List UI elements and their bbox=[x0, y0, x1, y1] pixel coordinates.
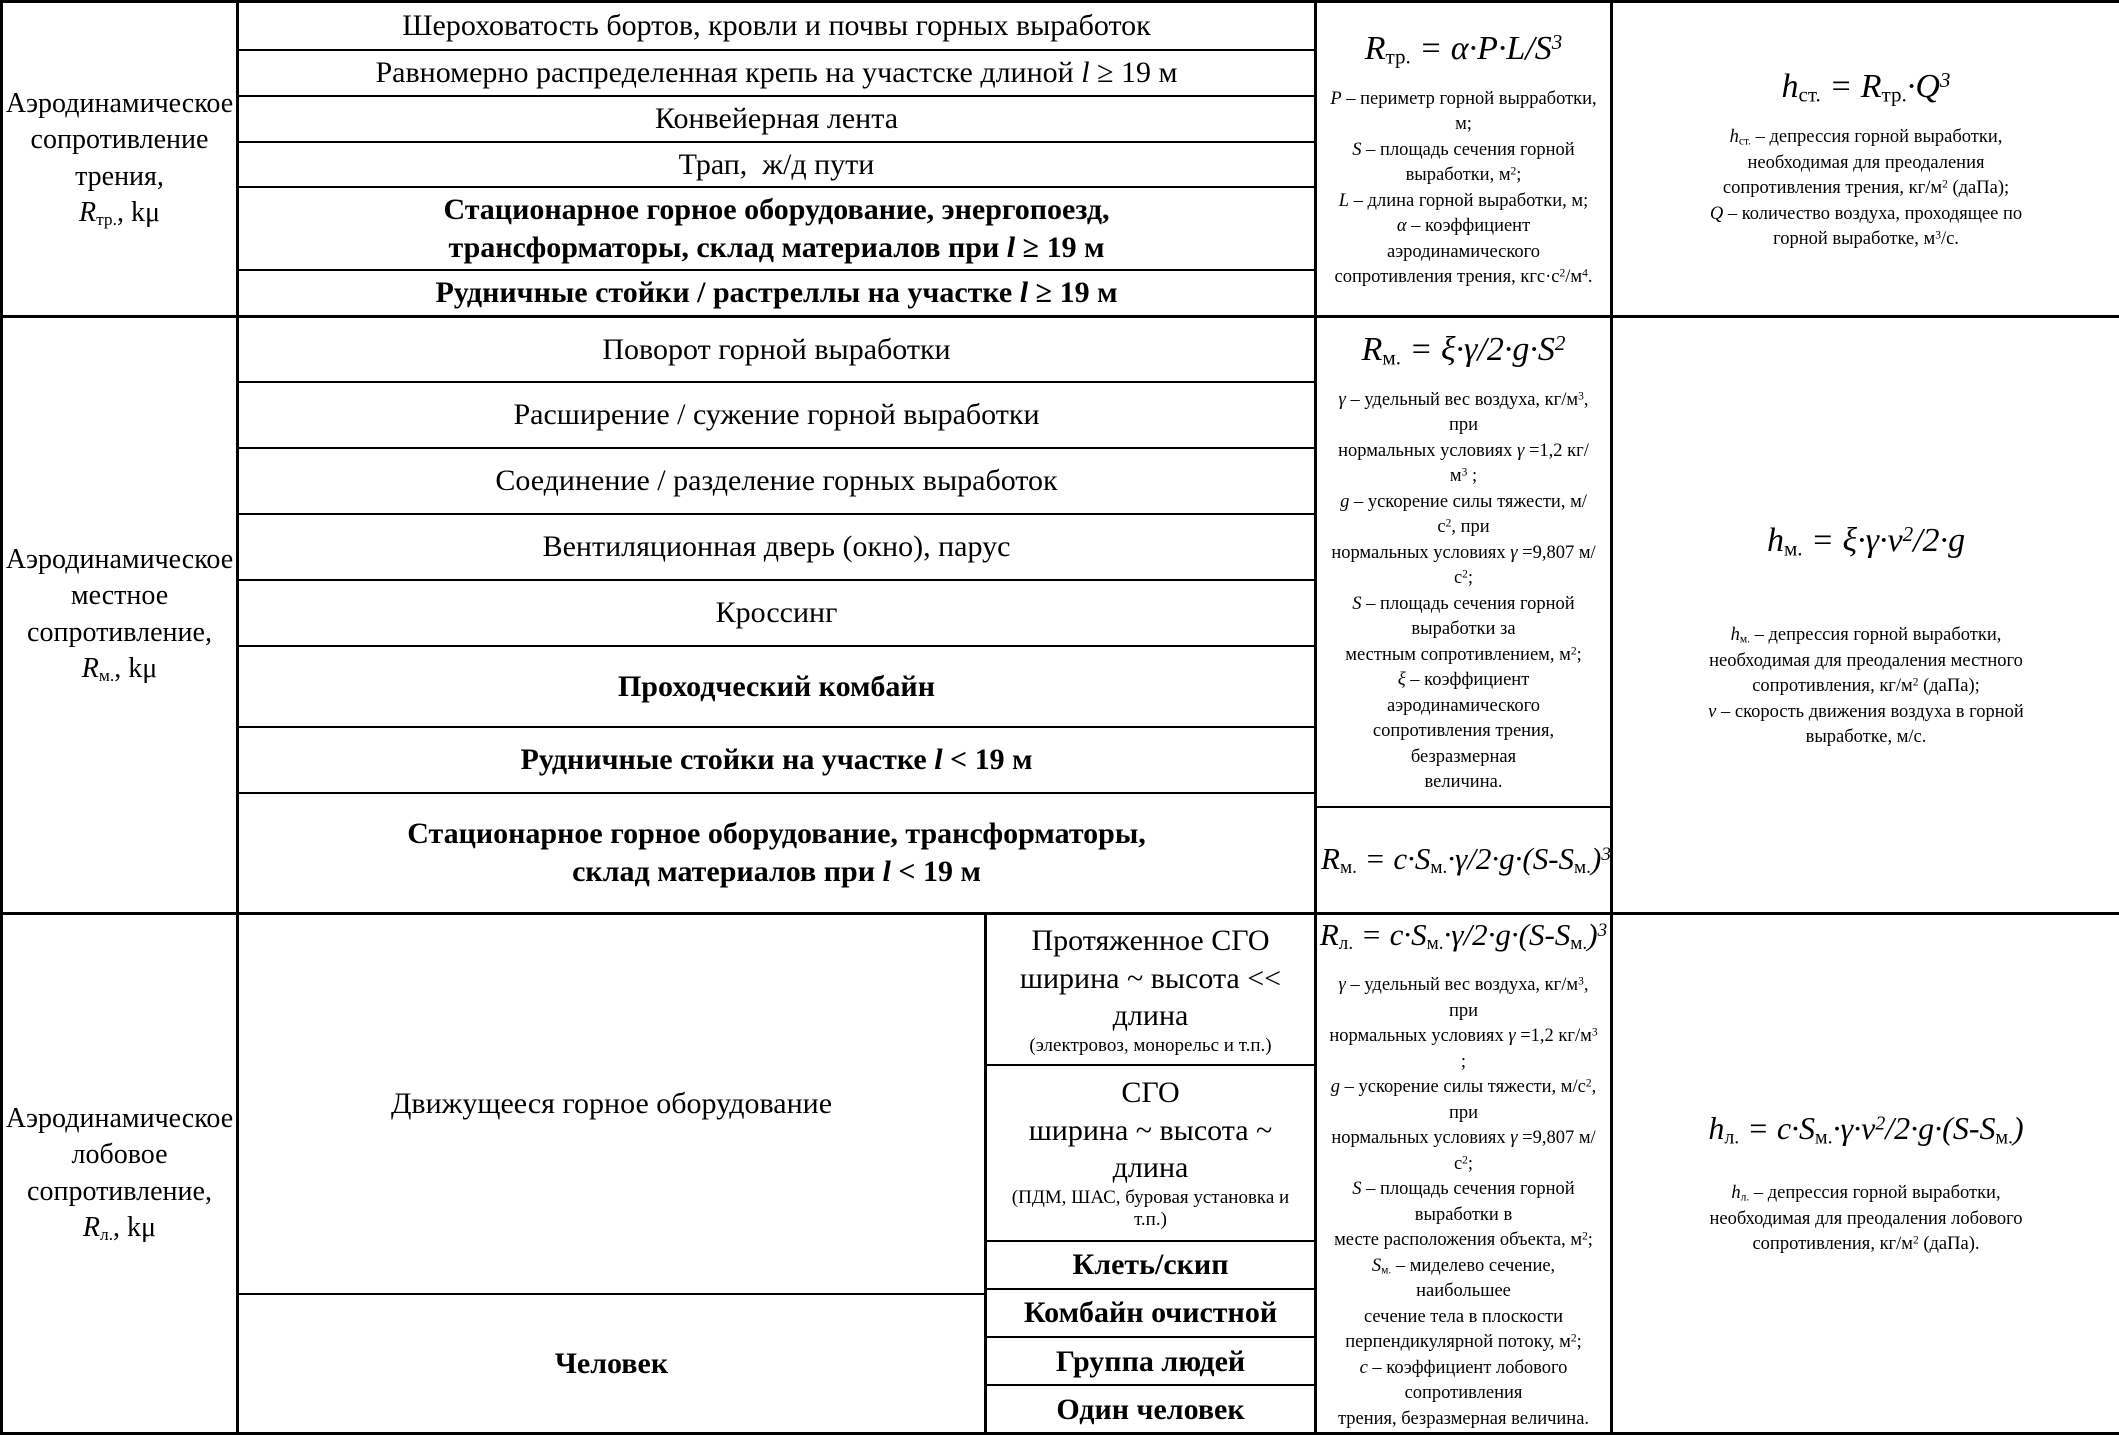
formula-frontal-h: $h_{л.} = c\cdot S_{м.}\cdot\gamma\cdot v^2/2\cdot g\cdot(S-S_{м.})$ bbox=[1613, 1108, 2119, 1151]
list-item-note: (ПДМ, ШАС, буровая установка и т.п.) bbox=[995, 1187, 1306, 1233]
list-item: Комбайн очистной bbox=[987, 1289, 1314, 1337]
list-item-note: (электровоз, монорельс и т.п.) bbox=[995, 1035, 1306, 1058]
category-frontal bbox=[2, 913, 238, 1433]
legend-frontal-h: $h_{л.}$ – депрессия горной выработки, необходимая для преодаления лобового сопротивления, $кг/м^2$ (даПа). bbox=[1613, 1181, 2119, 1258]
formula-local-h: $h_{м.} = \xi\cdot\gamma\cdot v^2/2\cdot g$ bbox=[1613, 519, 2119, 563]
group-label-human: Человек bbox=[239, 1294, 984, 1433]
list-item: Рудничные стойки на участке l < 19 м bbox=[239, 727, 1314, 793]
list-item: Протяженное СГО ширина ~ высота << длина (электровоз, монорельс и т.п.) bbox=[987, 915, 1314, 1065]
formula-friction-r: $R_{тр.} = \alpha\cdot P\cdot L/S^3$ bbox=[1317, 27, 1610, 71]
list-item: СГО ширина ~ высота ~ длина (ПДМ, ШАС, буровая установка и т.п.) bbox=[987, 1065, 1314, 1241]
legend-friction-h: $h_{ст.}$ – депрессия горной выработки, необходимая для преодаления сопротивления трения, $кг/м^2$ (даПа); Q – количество воздуха, проходящее по горной выработке, $м^3/с$. bbox=[1613, 125, 2119, 253]
list-item: Кроссинг bbox=[239, 580, 1314, 646]
list-item: Проходческий комбайн bbox=[239, 646, 1314, 727]
frontal-items bbox=[986, 913, 1316, 1433]
list-item: Трап, ж/д пути bbox=[239, 142, 1314, 188]
formula-cell-local-h bbox=[1612, 316, 2119, 913]
formula-frontal-r: $R_{л.} = c\cdot S_{м.}\cdot\gamma/2\cdot g\cdot(S-S_{м.})^3$ bbox=[1317, 915, 1610, 957]
list-item: Расширение / сужение горной выработки bbox=[239, 382, 1314, 448]
category-friction bbox=[2, 2, 238, 317]
category-local-label: Аэродинамическое местное сопротивление, $R_{м.}$, kμ bbox=[6, 544, 233, 684]
list-item: Соединение / разделение горных выработок bbox=[239, 448, 1314, 514]
list-item: Конвейерная лента bbox=[239, 96, 1314, 142]
frontal-groups bbox=[238, 913, 986, 1433]
formula-local-r: $R_{м.} = \xi\cdot\gamma/2\cdot g\cdot S^2$ bbox=[1321, 328, 1606, 372]
list-item: Вентиляционная дверь (окно), парус bbox=[239, 514, 1314, 580]
group-label-moving-equipment: Движущееся горное оборудование bbox=[239, 915, 984, 1294]
formula-cell-friction-h bbox=[1612, 2, 2119, 317]
list-item: Группа людей bbox=[987, 1337, 1314, 1385]
list-item: Шероховатость бортов, кровли и почвы горных выработок bbox=[239, 3, 1314, 50]
formula-cell-frontal-h bbox=[1612, 913, 2119, 1433]
formula-local-r2: $R_{м.} = c\cdot S_{м.}\cdot\gamma/2\cdot g\cdot(S-S_{м.})^3$ bbox=[1321, 839, 1606, 881]
list-item: Поворот горной выработки bbox=[239, 318, 1314, 383]
section-local bbox=[2, 316, 2119, 913]
legend-local-r: γ – удельный вес воздуха, $кг/м^3$, при нормальных условиях γ =1,2 $кг/м^3$ ; g – ускорение силы тяжести, $м/с^2$, при нормальных условиях γ =9,807 $м/с^2$; S – площадь сечения горной выработки за местным сопротивлением, $м^2$; ξ – коэффициент аэродинамического сопротивления трения, безразмерная величина. bbox=[1321, 388, 1606, 796]
list-item: Рудничные стойки / растреллы на участке l ≥ 19 м bbox=[239, 270, 1314, 315]
list-item: Клеть/скип bbox=[987, 1241, 1314, 1289]
section-friction bbox=[2, 2, 2119, 317]
formula-cell-friction-r bbox=[1316, 2, 1612, 317]
legend-friction-r: P – периметр горной вырработки, м; S – площадь сечения горной выработки, $м^2$; L – длина горной выработки, м; α – коэффициент аэродинамического сопротивления трения, $кгс\cdot с^2/м^4$. bbox=[1317, 87, 1610, 291]
category-frontal-label: Аэродинамическое лобовое сопротивление, $R_{л.}$, kμ bbox=[6, 1103, 233, 1243]
formula-cell-local-r bbox=[1316, 316, 1612, 913]
category-friction-label: Аэродинамическое сопротивление трения, $R_{тр.}$, kμ bbox=[6, 88, 233, 228]
list-item: Равномерно распределенная крепь на участске длиной l ≥ 19 м bbox=[239, 50, 1314, 96]
section-frontal bbox=[2, 913, 2119, 1433]
formula-local-r2-cell bbox=[1317, 807, 1610, 912]
list-item: Один человек bbox=[987, 1385, 1314, 1432]
formula-cell-frontal-r bbox=[1316, 913, 1612, 1433]
list-item: Стационарное горное оборудование, трансформаторы, склад материалов при l < 19 м bbox=[239, 793, 1314, 912]
legend-frontal-r: γ – удельный вес воздуха, $кг/м^3$, при нормальных условиях γ =1,2 $кг/м^3$ ; g – ускорение силы тяжести, $м/с^2$, при нормальных условиях γ =9,807 $м/с^2$; S – площадь сечения горной выработки в месте расположения объекта, $м^2$; $S_{м.}$ – миделево сечение, наибольшее сечение тела в плоскости перпендикулярной потоку, $м^2$; c – коэффициент лобового сопротивления трения, безразмерная величина. bbox=[1317, 973, 1610, 1432]
category-local bbox=[2, 316, 238, 913]
formula-local-r-top bbox=[1317, 318, 1610, 807]
list-item: Стационарное горное оборудование, энергопоезд, трансформаторы, склад материалов при l ≥ 19 м bbox=[239, 187, 1314, 270]
local-items bbox=[238, 316, 1316, 913]
friction-items bbox=[238, 2, 1316, 317]
formula-friction-h: $h_{ст.} = R_{тр.}\cdot Q^3$ bbox=[1613, 65, 2119, 109]
legend-local-h: $h_{м.}$ – депрессия горной выработки, необходимая для преодаления местного сопротивления, $кг/м^2$ (даПа); v – скорость движения воздуха в горной выработке, м/с. bbox=[1613, 623, 2119, 751]
